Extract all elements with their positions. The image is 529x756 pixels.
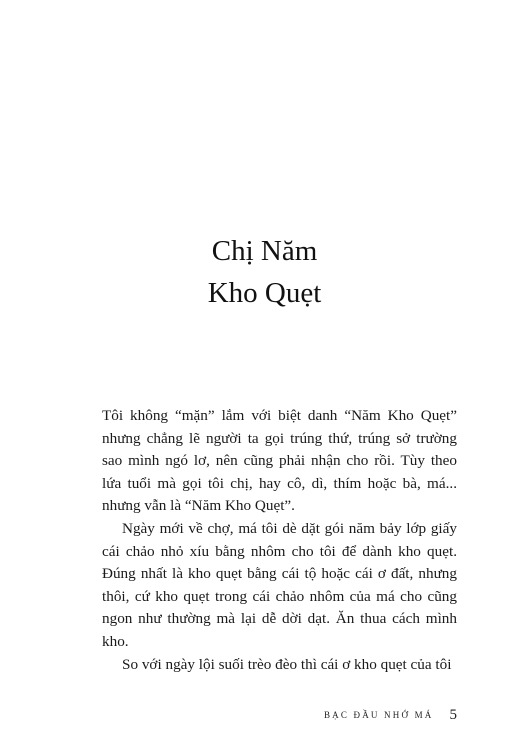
chapter-title xyxy=(0,230,529,314)
page-footer xyxy=(0,706,457,724)
body-text xyxy=(102,405,457,676)
chapter-title-line-2: Kho Quẹt xyxy=(207,277,322,309)
running-head: BẠC ĐẦU NHỚ MÁ xyxy=(323,710,434,721)
paragraph-3: So với ngày lội suối trèo đèo thì cái ơ kho quẹt của tôi xyxy=(122,655,452,673)
paragraph-2: Ngày mới về chợ, má tôi dè dặt gói năm bảy lớp giấy cái chảo nhỏ xíu bằng nhôm cho tôi để dành kho quẹt. Đúng nhất là kho quẹt bằng cái tộ hoặc cái ơ đất, nhưng thôi, cứ kho quẹt trong cái chảo nhôm của má cho cũng ngon như thường mà lại dễ dời dạt. Ăn thua cách mình kho. xyxy=(102,519,457,650)
paragraph-1: Tôi không “mặn” lắm với biệt danh “Năm Kho Quẹt” nhưng chẳng lẽ người ta gọi trúng thứ, trúng sở trường sao mình ngó lơ, nên cũng phải nhận cho rồi. Tùy theo lứa tuổi mà gọi tôi chị, hay cô, dì, thím hoặc bà, má... nhưng vẫn là “Năm Kho Quẹt”. xyxy=(102,407,457,515)
chapter-title-line-1: Chị Năm xyxy=(211,235,318,267)
page-number: 5 xyxy=(449,706,457,723)
